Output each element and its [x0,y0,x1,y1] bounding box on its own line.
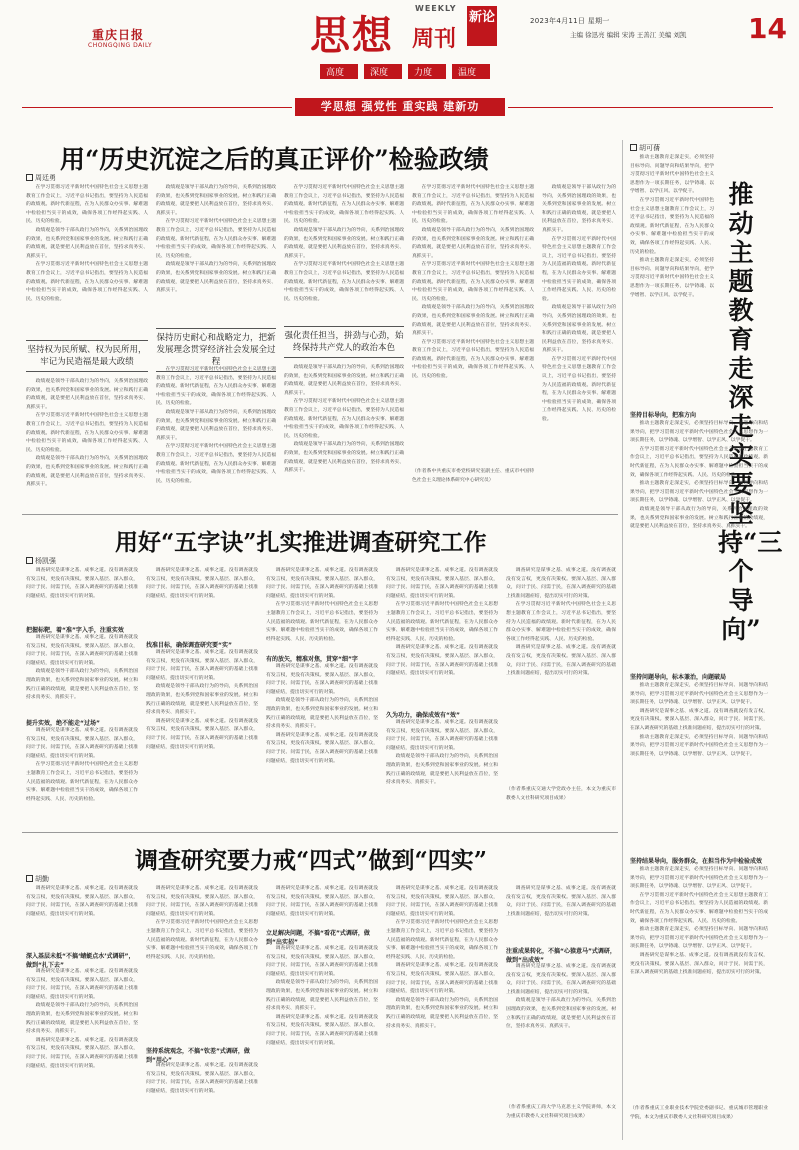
article-3-col-4: 调查研究是谋事之基、成事之道。没有调查就没有发言权，更没有决策权。要深入基层、深入群众，问计于民、问需于民，在深入调查研究的基础上找准问题症结，提出切实可行的对策。 在学习贯彻习近平新时代中国特色社会主义思想主题教育工作会议上，习近平总书记指出，要坚持为人民造福的政绩观。新时代新征程，在为人民群众办实事、解难题中检验担当实干的成效，确保各项工作经得起实践、人民、历史的检验。 调查研究是谋事之基、成事之道。没有调查就没有发言权，更没有决策权。要深入基层、深入群众，问计于民、问需于民，在深入调查研究的基础上找准问题症结，提出切实可行的对策。 政绩观是领导干部从政行为的导向，关系到治国理政的效果，也关系到党和国家事业的发展。树立和践行正确的政绩观，就是要把人民利益放在首位，坚持求真务实、真抓实干。 [386,886,498,1029]
article-3-col-3a: 调查研究是谋事之基、成事之道。没有调查就没有发言权，更没有决策权。要深入基层、深入群众，问计于民、问需于民，在深入调查研究的基础上找准问题症结，提出切实可行的对策。 [266,886,378,917]
article-1-pull-quote-2: 保持历史耐心和战略定力，把新发展理念贯穿经济社会发展全过程 [156,328,276,372]
article-3-byline: 胡勤 [26,874,49,884]
article-3-col-1b: 调查研究是谋事之基、成事之道。没有调查就没有发言权，更没有决策权。要深入基层、深入群众，问计于民、问需于民，在深入调查研究的基础上找准问题症结，提出切实可行的对策。 政绩观是领导干部从政行为的导向，关系到治国理政的效果，也关系到党和国家事业的发展。树立和践行正确的政绩观，就是要把人民利益放在首位，坚持求真务实、真抓实干。 调查研究是谋事之基、成事之道。没有调查就没有发言权，更没有决策权。要深入基层、深入群众，问计于民、问需于民，在深入调查研究的基础上找准问题症结，提出切实可行的对策。 [26,969,138,1069]
weekly-label: 周刊 [412,27,457,52]
article-4-headline: 推动主题教育走深走实要坚持“三个导向” [718,180,783,644]
article-3-headline: 调查研究要力戒“四式”做到“四实” [135,847,487,874]
article-1-col-4: 在学习贯彻习近平新时代中国特色社会主义思想主题教育工作会议上，习近平总书记指出，要坚持为人民造福的政绩观。新时代新征程，在为人民群众办实事、解难题中检验担当实干的成效，确保各项工作经得起实践、人民、历史的检验。 政绩观是领导干部从政行为的导向，关系到治国理政的效果，也关系到党和国家事业的发展。树立和践行正确的政绩观，就是要把人民利益放在首位，坚持求真务实、真抓实干。 在学习贯彻习近平新时代中国特色社会主义思想主题教育工作会议上，习近平总书记指出，要坚持为人民造福的政绩观。新时代新征程，在为人民群众办实事、解难题中检验担当实干的成效，确保各项工作经得起实践、人民、历史的检验。 政绩观是领导干部从政行为的导向，关系到治国理政的效果，也关系到党和国家事业的发展。树立和践行正确的政绩观，就是要把人民利益放在首位，坚持求真务实、真抓实干。 在学习贯彻习近平新时代中国特色社会主义思想主题教育工作会议上，习近平总书记指出，要坚持为人民造福的政绩观。新时代新征程，在为人民群众办实事、解难题中检验担当实干的成效，确保各项工作经得起实践、人民、历史的检验。 [412,185,534,380]
tag-item: 温度 [452,64,490,79]
article-2-subhead-5: 久为功力，确保成效有“效” [386,712,460,719]
article-4-col-1c: 推动主题教育走深走实，必须坚持目标导向、问题导向和结果导向，把学习贯彻习近平新时代中国特色社会主义思想作为一项长期任务，以学铸魂、以学增智、以学正风、以学促干。 调查研究是谋事之基、成事之道。没有调查就没有发言权，更没有决策权。要深入基层、深入群众，问计于民、问需于民，在深入调查研究的基础上找准问题症结，提出切实可行的对策。 推动主题教育走深走实，必须坚持目标导向、问题导向和结果导向，把学习贯彻习近平新时代中国特色社会主义思想作为一项长期任务，以学铸魂、以学增智、以学正风、以学促干。 [630,683,768,757]
article-3-col-1a: 调查研究是谋事之基、成事之道。没有调查就没有发言权，更没有决策权。要深入基层、深入群众，问计于民、问需于民，在深入调查研究的基础上找准问题症结，提出切实可行的对策。 [26,886,138,917]
article-2-byline: 杨凯强 [26,556,56,566]
editorial-staff: 主编 徐迅亮 编辑 宋涛 王善江 美编 刘凯 [570,31,687,39]
article-2-subhead-1: 把握标靶，着“准”字入手，注重实效 [26,627,124,634]
article-2-col-2b: 调查研究是谋事之基、成事之道。没有调查就没有发言权，更没有决策权。要深入基层、深入群众，问计于民、问需于民，在深入调查研究的基础上找准问题症结，提出切实可行的对策。 政绩观是领导干部从政行为的导向，关系到治国理政的效果，也关系到党和国家事业的发展。树立和践行正确的政绩观，就是要把人民利益放在首位，坚持求真务实、真抓实干。 调查研究是谋事之基、成事之道。没有调查就没有发言权，更没有决策权。要深入基层、深入群众，问计于民、问需于民，在深入调查研究的基础上找准问题症结，提出切实可行的对策。 [146,650,258,750]
article-2-col-1a: 调查研究是谋事之基、成事之道。没有调查就没有发言权，更没有决策权。要深入基层、深入群众，问计于民、问需于民，在深入调查研究的基础上找准问题症结，提出切实可行的对策。 [26,568,138,599]
column-divider [622,140,623,1140]
article-4-col-1d: 推动主题教育走深走实，必须坚持目标导向、问题导向和结果导向，把学习贯彻习近平新时代中国特色社会主义思想作为一项长期任务，以学铸魂、以学增智、以学正风、以学促干。 在学习贯彻习近平新时代中国特色社会主义思想主题教育工作会议上，习近平总书记指出，要坚持为人民造福的政绩观。新时代新征程，在为人民群众办实事、解难题中检验担当实干的成效，确保各项工作经得起实践、人民、历史的检验。 推动主题教育走深走实，必须坚持目标导向、问题导向和结果导向，把学习贯彻习近平新时代中国特色社会主义思想作为一项长期任务，以学铸魂、以学增智、以学正风、以学促干。 调查研究是谋事之基、成事之道。没有调查就没有发言权，更没有决策权。要深入基层、深入群众，问计于民、问需于民，在深入调查研究的基础上找准问题症结，提出切实可行的对策。 [630,867,768,976]
article-2-col-5: 调查研究是谋事之基、成事之道。没有调查就没有发言权，更没有决策权。要深入基层、深入群众，问计于民、问需于民，在深入调查研究的基础上找准问题症结，提出切实可行的对策。 在学习贯彻习近平新时代中国特色社会主义思想主题教育工作会议上，习近平总书记指出，要坚持为人民造福的政绩观。新时代新征程，在为人民群众办实事、解难题中检验担当实干的成效，确保各项工作经得起实践、人民、历史的检验。 调查研究是谋事之基、成事之道。没有调查就没有发言权，更没有决策权。要深入基层、深入群众，问计于民、问需于民，在深入调查研究的基础上找准问题症结，提出切实可行的对策。 [506,568,616,677]
article-3-col-2b: 调查研究是谋事之基、成事之道。没有调查就没有发言权，更没有决策权。要深入基层、深入群众，问计于民、问需于民，在深入调查研究的基础上找准问题症结，提出切实可行的对策。 [146,1063,258,1094]
article-4-subhead-3: 坚持结果导向，服务群众，在担当作为中检验成效 [630,858,763,865]
slogan-rule-right [508,107,773,108]
article-1-col-2b: 在学习贯彻习近平新时代中国特色社会主义思想主题教育工作会议上，习近平总书记指出，要坚持为人民造福的政绩观。新时代新征程，在为人民群众办实事、解难题中检验担当实干的成效，确保各项工作经得起实践、人民、历史的检验。 政绩观是领导干部从政行为的导向，关系到治国理政的效果，也关系到党和国家事业的发展。树立和践行正确的政绩观，就是要把人民利益放在首位，坚持求真务实、真抓实干。 在学习贯彻习近平新时代中国特色社会主义思想主题教育工作会议上，习近平总书记指出，要坚持为人民造福的政绩观。新时代新征程，在为人民群众办实事、解难题中检验担当实干的成效，确保各项工作经得起实践、人民、历史的检验。 [156,367,276,484]
article-3-subhead-4: 注重成果转化，不搞“心猿意马”式调研，做到“出成效” [506,948,616,964]
article-2-col-2a: 调查研究是谋事之基、成事之道。没有调查就没有发言权，更没有决策权。要深入基层、深入群众，问计于民、问需于民，在深入调查研究的基础上找准问题症结，提出切实可行的对策。 [146,568,258,599]
paper-logo-en: CHONGQING DAILY [88,42,153,49]
weekly-label-en: WEEKLY [415,4,457,13]
article-1-col-5: 政绩观是领导干部从政行为的导向，关系到治国理政的效果，也关系到党和国家事业的发展。树立和践行正确的政绩观，就是要把人民利益放在首位，坚持求真务实、真抓实干。 在学习贯彻习近平新时代中国特色社会主义思想主题教育工作会议上，习近平总书记指出，要坚持为人民造福的政绩观。新时代新征程，在为人民群众办实事、解难题中检验担当实干的成效，确保各项工作经得起实践、人民、历史的检验。 政绩观是领导干部从政行为的导向，关系到治国理政的效果，也关系到党和国家事业的发展。树立和践行正确的政绩观，就是要把人民利益放在首位，坚持求真务实、真抓实干。 在学习贯彻习近平新时代中国特色社会主义思想主题教育工作会议上，习近平总书记指出，要坚持为人民造福的政绩观。新时代新征程，在为人民群众办实事、解难题中检验担当实干的成效，确保各项工作经得起实践、人民、历史的检验。 [542,185,616,423]
article-4-subhead-2: 坚持问题导向，标本兼治，向题破局 [630,674,727,681]
article-1-pull-quote-1: 坚持权为民所赋、权为民所用，牢记为民造福是最大政绩 [26,340,148,372]
article-2-col-4a: 调查研究是谋事之基、成事之道。没有调查就没有发言权，更没有决策权。要深入基层、深入群众，问计于民、问需于民，在深入调查研究的基础上找准问题症结，提出切实可行的对策。 在学习贯彻习近平新时代中国特色社会主义思想主题教育工作会议上，习近平总书记指出，要坚持为人民造福的政绩观。新时代新征程，在为人民群众办实事、解难题中检验担当实干的成效，确保各项工作经得起实践、人民、历史的检验。 调查研究是谋事之基、成事之道。没有调查就没有发言权，更没有决策权。要深入基层、深入群众，问计于民、问需于民，在深入调查研究的基础上找准问题症结，提出切实可行的对策。 [386,568,498,677]
article-1-pull-quote-3: 强化责任担当，拼劲与心劲，始终保持共产党人的政治本色 [284,326,404,358]
article-4-col-1b: 推动主题教育走深走实，必须坚持目标导向、问题导向和结果导向，把学习贯彻习近平新时代中国特色社会主义思想作为一项长期任务，以学铸魂、以学增智、以学正风、以学促干。 在学习贯彻习近平新时代中国特色社会主义思想主题教育工作会议上，习近平总书记指出，要坚持为人民造福的政绩观。新时代新征程，在为人民群众办实事、解难题中检验担当实干的成效，确保各项工作经得起实践、人民、历史的检验。 推动主题教育走深走实，必须坚持目标导向、问题导向和结果导向，把学习贯彻习近平新时代中国特色社会主义思想作为一项长期任务，以学铸魂、以学增智、以学正风、以学促干。 政绩观是领导干部从政行为的导向，关系到治国理政的效果，也关系到党和国家事业的发展。树立和践行正确的政绩观，就是要把人民利益放在首位，坚持求真务实、真抓实干。 [630,421,768,530]
article-3-note: （作者系重庆工商大学马克思主义学院讲师，本文为重庆市教委人文社科研究项目成果） [506,1105,616,1119]
article-2-subhead-4: 有的放矢，精准对焦，贯穿“细”字 [266,656,358,663]
paper-logo: 重庆日报 [92,28,145,42]
article-2-col-1c: 调查研究是谋事之基、成事之道。没有调查就没有发言权，更没有决策权。要深入基层、深入群众，问计于民、问需于民，在深入调查研究的基础上找准问题症结，提出切实可行的对策。 在学习贯彻习近平新时代中国特色社会主义思想主题教育工作会议上，习近平总书记指出，要坚持为人民造福的政绩观。新时代新征程，在为人民群众办实事、解难题中检验担当实干的成效，确保各项工作经得起实践、人民、历史的检验。 [26,728,138,802]
page-number: 14 [748,12,787,45]
article-4-col-1a: 推动主题教育走深走实，必须坚持目标导向、问题导向和结果导向，把学习贯彻习近平新时代中国特色社会主义思想作为一项长期任务，以学铸魂、以学增智、以学正风、以学促干。 在学习贯彻习近平新时代中国特色社会主义思想主题教育工作会议上，习近平总书记指出，要坚持为人民造福的政绩观。新时代新征程，在为人民群众办实事、解难题中检验担当实干的成效，确保各项工作经得起实践、人民、历史的检验。 推动主题教育走深走实，必须坚持目标导向、问题导向和结果导向，把学习贯彻习近平新时代中国特色社会主义思想作为一项长期任务，以学铸魂、以学增智、以学正风、以学促干。 [630,155,714,298]
article-1-col-3: 在学习贯彻习近平新时代中国特色社会主义思想主题教育工作会议上，习近平总书记指出，要坚持为人民造福的政绩观。新时代新征程，在为人民群众办实事、解难题中检验担当实干的成效，确保各项工作经得起实践、人民、历史的检验。 政绩观是领导干部从政行为的导向，关系到治国理政的效果，也关系到党和国家事业的发展。树立和践行正确的政绩观，就是要把人民利益放在首位，坚持求真务实、真抓实干。 在学习贯彻习近平新时代中国特色社会主义思想主题教育工作会议上，习近平总书记指出，要坚持为人民造福的政绩观。新时代新征程，在为人民群众办实事、解难题中检验担当实干的成效，确保各项工作经得起实践、人民、历史的检验。 [284,185,404,302]
article-3-subhead-2: 立足解决问题，不搞“看花”式调研，做到“出实招” [266,930,370,946]
article-3-subhead-1: 深入基层未抵“不搞‘蜻蜓点水’式调研”，做到“扎下去” [26,953,135,969]
article-1-col-2: 政绩观是领导干部从政行为的导向，关系到治国理政的效果，也关系到党和国家事业的发展。树立和践行正确的政绩观，就是要把人民利益放在首位，坚持求真务实、真抓实干。 在学习贯彻习近平新时代中国特色社会主义思想主题教育工作会议上，习近平总书记指出，要坚持为人民造福的政绩观。新时代新征程，在为人民群众办实事、解难题中检验担当实干的成效，确保各项工作经得起实践、人民、历史的检验。 政绩观是领导干部从政行为的导向，关系到治国理政的效果，也关系到党和国家事业的发展。树立和践行正确的政绩观，就是要把人民利益放在首位，坚持求真务实、真抓实干。 [156,185,276,294]
article-1-col-1: 在学习贯彻习近平新时代中国特色社会主义思想主题教育工作会议上，习近平总书记指出，要坚持为人民造福的政绩观。新时代新征程，在为人民群众办实事、解难题中检验担当实干的成效，确保各项工作经得起实践、人民、历史的检验。 政绩观是领导干部从政行为的导向，关系到治国理政的效果，也关系到党和国家事业的发展。树立和践行正确的政绩观，就是要把人民利益放在首位，坚持求真务实、真抓实干。 在学习贯彻习近平新时代中国特色社会主义思想主题教育工作会议上，习近平总书记指出，要坚持为人民造福的政绩观。新时代新征程，在为人民群众办实事、解难题中检验担当实干的成效，确保各项工作经得起实践、人民、历史的检验。 [26,185,148,302]
article-2-col-3b: 调查研究是谋事之基、成事之道。没有调查就没有发言权，更没有决策权。要深入基层、深入群众，问计于民、问需于民，在深入调查研究的基础上找准问题症结，提出切实可行的对策。 政绩观是领导干部从政行为的导向，关系到治国理政的效果，也关系到党和国家事业的发展。树立和践行正确的政绩观，就是要把人民利益放在首位，坚持求真务实、真抓实干。 调查研究是谋事之基、成事之道。没有调查就没有发言权，更没有决策权。要深入基层、深入群众，问计于民、问需于民，在深入调查研究的基础上找准问题症结，提出切实可行的对策。 [266,664,378,764]
slogan-banner: 学思想 强党性 重实践 建新功 [295,98,505,116]
article-2-subhead-2: 提升实效，绝不能走“过场” [26,720,100,727]
masthead [0,0,799,92]
tag-strip [320,64,490,79]
article-1-col-3b: 政绩观是领导干部从政行为的导向，关系到治国理政的效果，也关系到党和国家事业的发展。树立和践行正确的政绩观，就是要把人民利益放在首位，坚持求真务实、真抓实干。 在学习贯彻习近平新时代中国特色社会主义思想主题教育工作会议上，习近平总书记指出，要坚持为人民造福的政绩观。新时代新征程，在为人民群众办实事、解难题中检验担当实干的成效，确保各项工作经得起实践、人民、历史的检验。 政绩观是领导干部从政行为的导向，关系到治国理政的效果，也关系到党和国家事业的发展。树立和践行正确的政绩观，就是要把人民利益放在首位，坚持求真务实、真抓实干。 [284,365,404,474]
article-3-col-3b: 调查研究是谋事之基、成事之道。没有调查就没有发言权，更没有决策权。要深入基层、深入群众，问计于民、问需于民，在深入调查研究的基础上找准问题症结，提出切实可行的对策。 政绩观是领导干部从政行为的导向，关系到治国理政的效果，也关系到党和国家事业的发展。树立和践行正确的政绩观，就是要把人民利益放在首位，坚持求真务实、真抓实干。 调查研究是谋事之基、成事之道。没有调查就没有发言权，更没有决策权。要深入基层、深入群众，问计于民、问需于民，在深入调查研究的基础上找准问题症结，提出切实可行的对策。 [266,946,378,1046]
issue-date: 2023年4月11日 星期一 [530,17,610,25]
article-2-note: （作者系重庆交通大学党政办主任，本文为重庆市教委人文社科研究项目成果） [506,787,616,801]
article-4-subhead-1: 坚持目标导向，把准方向 [630,412,697,419]
article-3-col-5a: 调查研究是谋事之基、成事之道。没有调查就没有发言权，更没有决策权。要深入基层、深入群众，问计于民、问需于民，在深入调查研究的基础上找准问题症结，提出切实可行的对策。 [506,886,616,917]
section-badge: 新论 [467,6,497,46]
article-divider [22,514,618,515]
article-3-col-5b: 调查研究是谋事之基、成事之道。没有调查就没有发言权，更没有决策权。要深入基层、深入群众，问计于民、问需于民，在深入调查研究的基础上找准问题症结，提出切实可行的对策。 政绩观是领导干部从政行为的导向，关系到治国理政的效果，也关系到党和国家事业的发展。树立和践行正确的政绩观，就是要把人民利益放在首位，坚持求真务实、真抓实干。 [506,964,616,1030]
article-1-byline: 周廷勇 [26,173,56,183]
article-2-col-1b: 调查研究是谋事之基、成事之道。没有调查就没有发言权，更没有决策权。要深入基层、深入群众，问计于民、问需于民，在深入调查研究的基础上找准问题症结，提出切实可行的对策。 政绩观是领导干部从政行为的导向，关系到治国理政的效果，也关系到党和国家事业的发展。树立和践行正确的政绩观，就是要把人民利益放在首位，坚持求真务实、真抓实干。 [26,635,138,701]
section-title: 思想 [310,13,394,59]
article-2-headline: 用好“五字诀”扎实推进调查研究工作 [115,529,487,556]
tag-item: 高度 [320,64,358,79]
article-2-col-3a: 调查研究是谋事之基、成事之道。没有调查就没有发言权，更没有决策权。要深入基层、深入群众，问计于民、问需于民，在深入调查研究的基础上找准问题症结，提出切实可行的对策。 在学习贯彻习近平新时代中国特色社会主义思想主题教育工作会议上，习近平总书记指出，要坚持为人民造福的政绩观。新时代新征程，在为人民群众办实事、解难题中检验担当实干的成效，确保各项工作经得起实践、人民、历史的检验。 [266,568,378,642]
tag-item: 深度 [364,64,402,79]
article-4-note: （作者系重庆工业职业技术学院党委副书记、重庆城市管理职业学院，本文为重庆市教委人文社科研究项目成果） [630,1106,768,1120]
tag-item: 力度 [408,64,446,79]
article-1-headline: 用“历史沉淀之后的真正评价”检验政绩 [60,145,489,174]
article-1-note: （作者系中共重庆市委党校研究室副主任、重庆市中国特色社会主义理论体系研究中心研究员） [412,469,534,483]
article-4-byline: 胡可蒨 [630,143,660,153]
article-1-col-1b: 政绩观是领导干部从政行为的导向，关系到治国理政的效果，也关系到党和国家事业的发展。树立和践行正确的政绩观，就是要把人民利益放在首位，坚持求真务实、真抓实干。 在学习贯彻习近平新时代中国特色社会主义思想主题教育工作会议上，习近平总书记指出，要坚持为人民造福的政绩观。新时代新征程，在为人民群众办实事、解难题中检验担当实干的成效，确保各项工作经得起实践、人民、历史的检验。 政绩观是领导干部从政行为的导向，关系到治国理政的效果，也关系到党和国家事业的发展。树立和践行正确的政绩观，就是要把人民利益放在首位，坚持求真务实、真抓实干。 [26,379,148,488]
slogan-rule-left [22,107,292,108]
article-3-subhead-3: 坚持系统观念，不搞“钦差”式调研，做到“用心” [146,1048,250,1064]
article-2-subhead-3: 找准目标，确保调查研究要“实” [146,642,232,649]
article-divider [22,832,618,833]
article-3-col-2a: 调查研究是谋事之基、成事之道。没有调查就没有发言权，更没有决策权。要深入基层、深入群众，问计于民、问需于民，在深入调查研究的基础上找准问题症结，提出切实可行的对策。 在学习贯彻习近平新时代中国特色社会主义思想主题教育工作会议上，习近平总书记指出，要坚持为人民造福的政绩观。新时代新征程，在为人民群众办实事、解难题中检验担当实干的成效，确保各项工作经得起实践、人民、历史的检验。 [146,886,258,960]
article-2-col-4b: 调查研究是谋事之基、成事之道。没有调查就没有发言权，更没有决策权。要深入基层、深入群众，问计于民、问需于民，在深入调查研究的基础上找准问题症结，提出切实可行的对策。 政绩观是领导干部从政行为的导向，关系到治国理政的效果，也关系到党和国家事业的发展。树立和践行正确的政绩观，就是要把人民利益放在首位，坚持求真务实、真抓实干。 [386,720,498,786]
